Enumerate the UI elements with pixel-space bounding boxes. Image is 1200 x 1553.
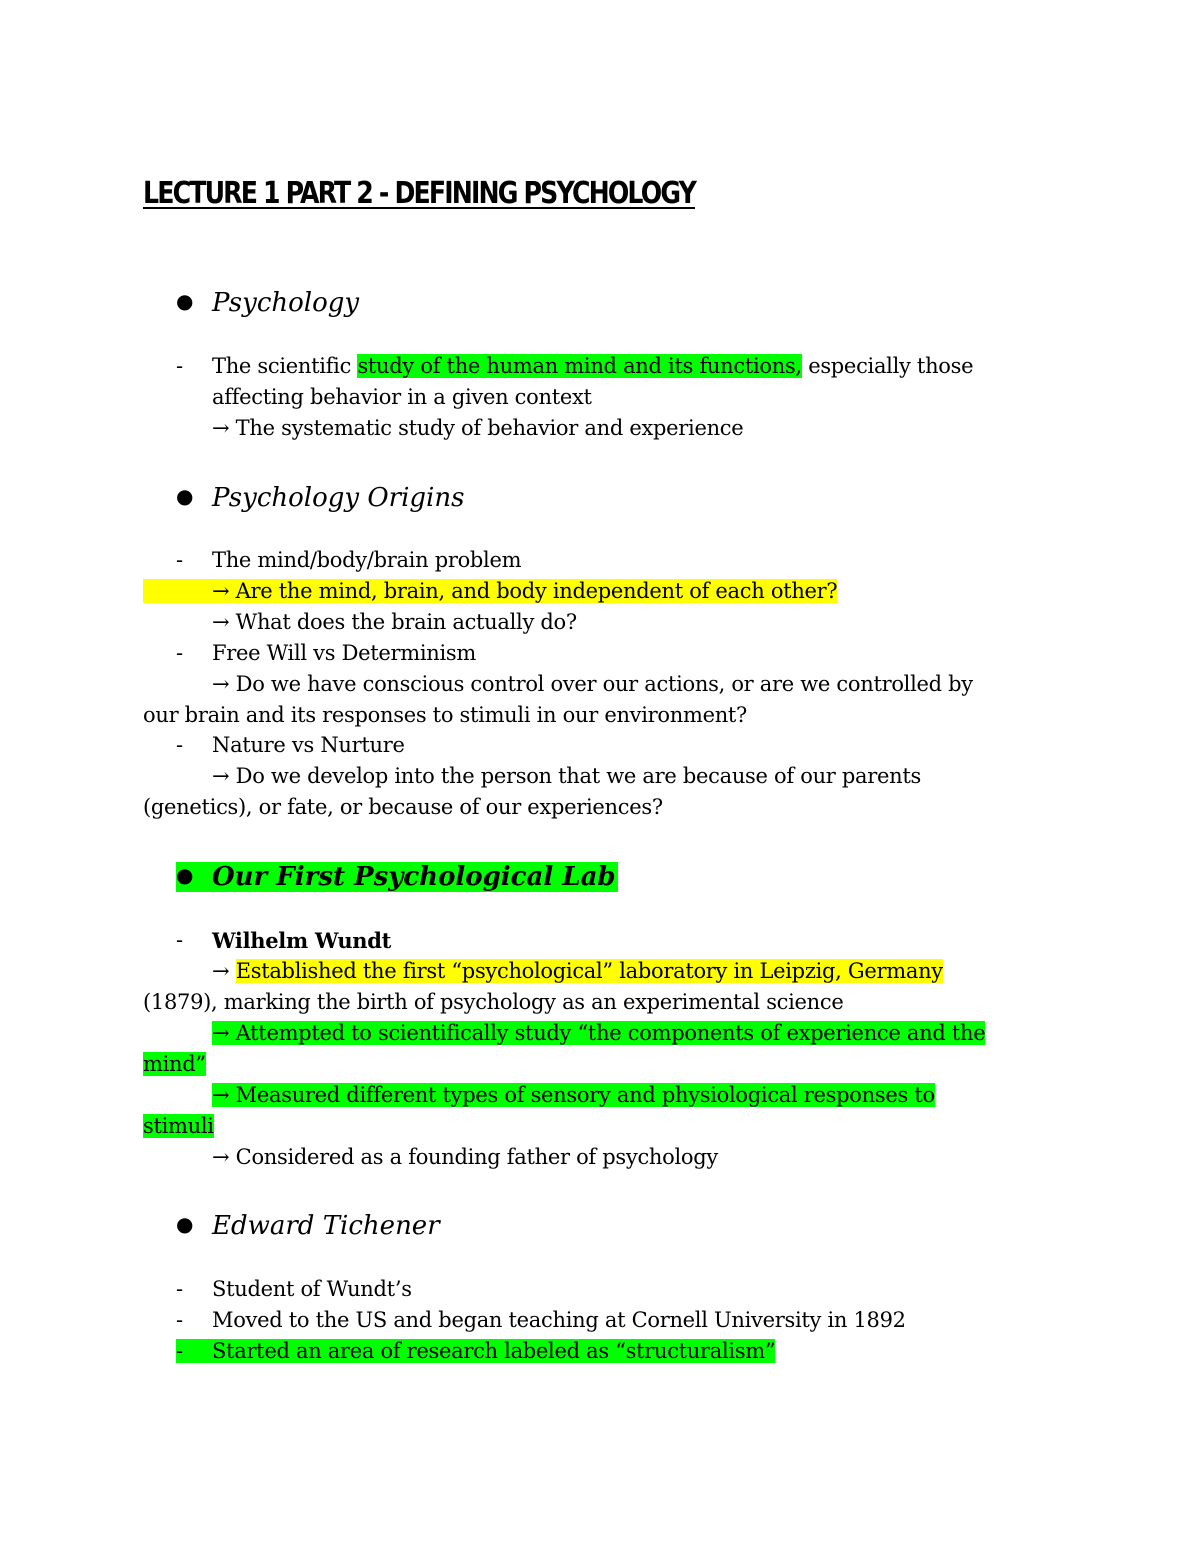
bullet-icon: ● <box>176 1212 194 1236</box>
lab-line-2: → Established the first “psychological” laboratory in Leipzig, Germany <box>212 959 943 983</box>
origins-line-5: → Do we have conscious control over our actions, or are we controlled by <box>212 672 973 696</box>
lab-line-4 <box>212 1018 985 1049</box>
heading-edward-tichener: ● Edward Tichener <box>176 1207 440 1243</box>
lab-line-6 <box>212 1080 935 1111</box>
origins-line-3: → What does the brain actually do? <box>212 610 577 634</box>
yellow-highlight: Established the first “psychological” laboratory in Leipzig, Germany <box>235 959 943 983</box>
lab-line-8: → Considered as a founding father of psychology <box>212 1145 718 1169</box>
bullet-icon: ● <box>176 484 194 508</box>
origins-line-6: our brain and its responses to stimuli in our environment? <box>143 703 748 727</box>
origins-line-9: (genetics), or fate, or because of our experiences? <box>143 795 663 819</box>
psychology-line-2: affecting behavior in a given context <box>212 385 592 409</box>
page-title: LECTURE 1 PART 2 - DEFINING PSYCHOLOGY <box>143 176 696 211</box>
lab-line-3: (1879), marking the birth of psychology as an experimental science <box>143 990 844 1014</box>
document-page: LECTURE 1 PART 2 - DEFINING PSYCHOLOGY ● Psychology - The scientific study of the human mind and its functions, especially those affecting behavior in a given context → The systematic study of behavior and experience ● Psychology Origins - The mind/body/brain problem → Are the mind, brain, and body independent of each other? → What does the brain actually do? - Free Will vs Determinism → Do we have conscious control over our actions, or are we controlled by our brain and its responses to stimuli in our environment? - Nature vs Nurture → Do we develop into the person that we are because of our parents (genetics), or fate, or because of our experiences? ● Our First Psychological Lab - Wilhelm Wundt → Established the first “psychological” laboratory in Leipzig, Germany (1879), marking the birth of psychology as an experimental science → Attempted to scientifically study “the components of experience and the mind” → Measured different types of sensory and physiological responses to stimuli → Considered as a founding father of psychology ● Edward Tichener - Student of Wundt’s - Moved to the US and began teaching at Cornell University in 1892 - Started an area of research labeled as “structuralism” <box>0 0 1200 1553</box>
green-highlight: mind” <box>143 1052 206 1076</box>
bullet-icon: ● <box>176 289 194 313</box>
bullet-icon: ● <box>176 863 194 887</box>
green-highlight: → Attempted to scientifically study “the components of experience and the <box>212 1021 986 1045</box>
heading-first-lab <box>176 858 618 894</box>
psychology-line-3: → The systematic study of behavior and experience <box>212 416 744 440</box>
green-highlight: study of the human mind and its functions, <box>357 354 802 378</box>
green-highlight: - Started an area of research labeled as “structuralism” <box>176 1339 776 1363</box>
yellow-highlight: → Are the mind, brain, and body independent of each other? <box>143 579 837 603</box>
lab-line-5 <box>143 1049 206 1080</box>
lab-line-7 <box>143 1111 214 1142</box>
origins-line-2 <box>143 576 837 607</box>
origins-line-8: → Do we develop into the person that we are because of our parents <box>212 764 921 788</box>
heading-psychology: ● Psychology <box>176 284 359 320</box>
tichener-line-3 <box>176 1336 775 1367</box>
green-highlight: ● Our First Psychological Lab <box>176 862 618 892</box>
heading-psychology-origins: ● Psychology Origins <box>176 479 464 515</box>
green-highlight: → Measured different types of sensory and physiological responses to <box>212 1083 935 1107</box>
green-highlight: stimuli <box>143 1114 214 1138</box>
